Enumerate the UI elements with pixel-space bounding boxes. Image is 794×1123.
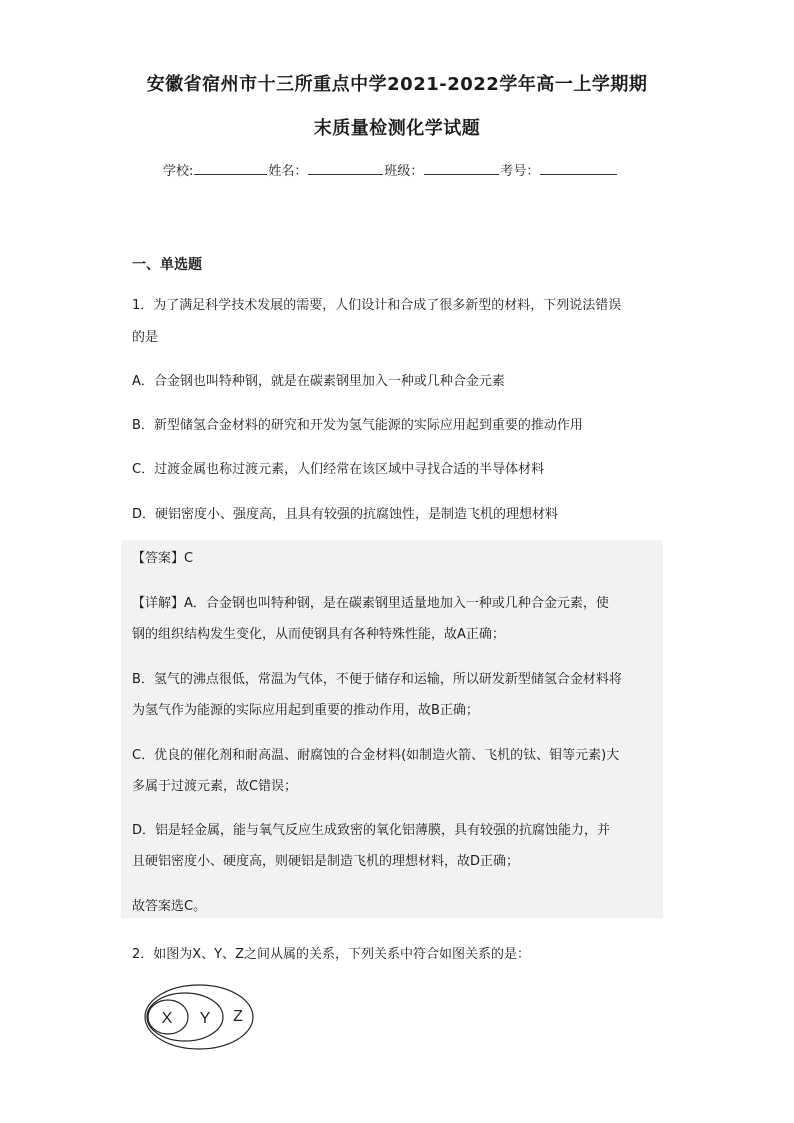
- q1-explanation-line8: 且硬铝密度小、硬度高，则硬铝是制造飞机的理想材料，故D正确；: [132, 854, 520, 869]
- doc-title-line1: 安徽省宿州市十三所重点中学2021-2022学年高一上学期期: [146, 74, 648, 95]
- q1-explanation-line5: C．优良的催化剂和耐高温、耐腐蚀的合金材料(如制造火箭、飞机的钛、钼等元素)大: [132, 748, 620, 763]
- z-label: Z: [233, 1008, 243, 1025]
- q1-option-a: A．合金钢也叫特种钢，就是在碳素钢里加入一种或几种合金元素: [132, 374, 505, 389]
- q1-explanation-line2: 钢的组织结构发生变化，从而使钢具有各种特殊性能，故A正确；: [132, 627, 505, 642]
- y-label: Y: [199, 1010, 211, 1027]
- q1-explanation-line3: B．氢气的沸点很低，常温为气体，不便于储存和运输，所以研发新型储氢合金材料将: [132, 672, 622, 687]
- class-label: 班级：: [384, 164, 424, 179]
- q1-option-b: B．新型储氢合金材料的研究和开发为氢气能源的实际应用起到重要的推动作用: [132, 418, 583, 433]
- school-blank[interactable]: [194, 160, 267, 175]
- q1-explanation-line9: 故答案选C。: [132, 899, 207, 914]
- q1-explanation-line1: 【详解】A．合金钢也叫特种钢，是在碳素钢里适量地加入一种或几种合金元素，使: [132, 596, 609, 611]
- name-label: 姓名：: [268, 164, 308, 179]
- student-info-row: [163, 160, 618, 179]
- q1-option-c: C．过渡金属也称过渡元素，人们经常在该区域中寻找合适的半导体材料: [132, 462, 545, 477]
- xyz-relation-diagram: [142, 982, 257, 1052]
- q1-option-d: D．硬铝密度小、强度高，且具有较强的抗腐蚀性，是制造飞机的理想材料: [132, 507, 559, 522]
- q1-explanation-line4: 为氢气作为能源的实际应用起到重要的推动作用，故B正确；: [132, 703, 479, 718]
- q2-stem: 2．如图为X、Y、Z之间从属的关系，下列关系中符合如图关系的是：: [132, 947, 531, 962]
- name-blank[interactable]: [308, 160, 383, 175]
- section-title: 一、单选题: [132, 257, 202, 273]
- q1-explanation-line6: 多属于过渡元素，故C错误；: [132, 779, 298, 794]
- q1-stem-line1: 1．为了满足科学技术发展的需要，人们设计和合成了很多新型的材料，下列说法错误: [132, 298, 622, 313]
- q1-answer: 【答案】C: [132, 551, 194, 566]
- number-blank[interactable]: [540, 160, 617, 175]
- y-ellipse: [147, 993, 223, 1041]
- doc-title-line2: 末质量检测化学试题: [313, 118, 481, 139]
- q1-explanation-line7: D．铝是轻金属，能与氧气反应生成致密的氧化铝薄膜，具有较强的抗腐蚀能力，并: [132, 823, 611, 838]
- class-blank[interactable]: [424, 160, 499, 175]
- school-label: 学校:: [163, 164, 194, 179]
- x-label: X: [161, 1010, 173, 1027]
- number-label: 考号：: [500, 164, 540, 179]
- q1-stem-line2: 的是: [132, 330, 159, 345]
